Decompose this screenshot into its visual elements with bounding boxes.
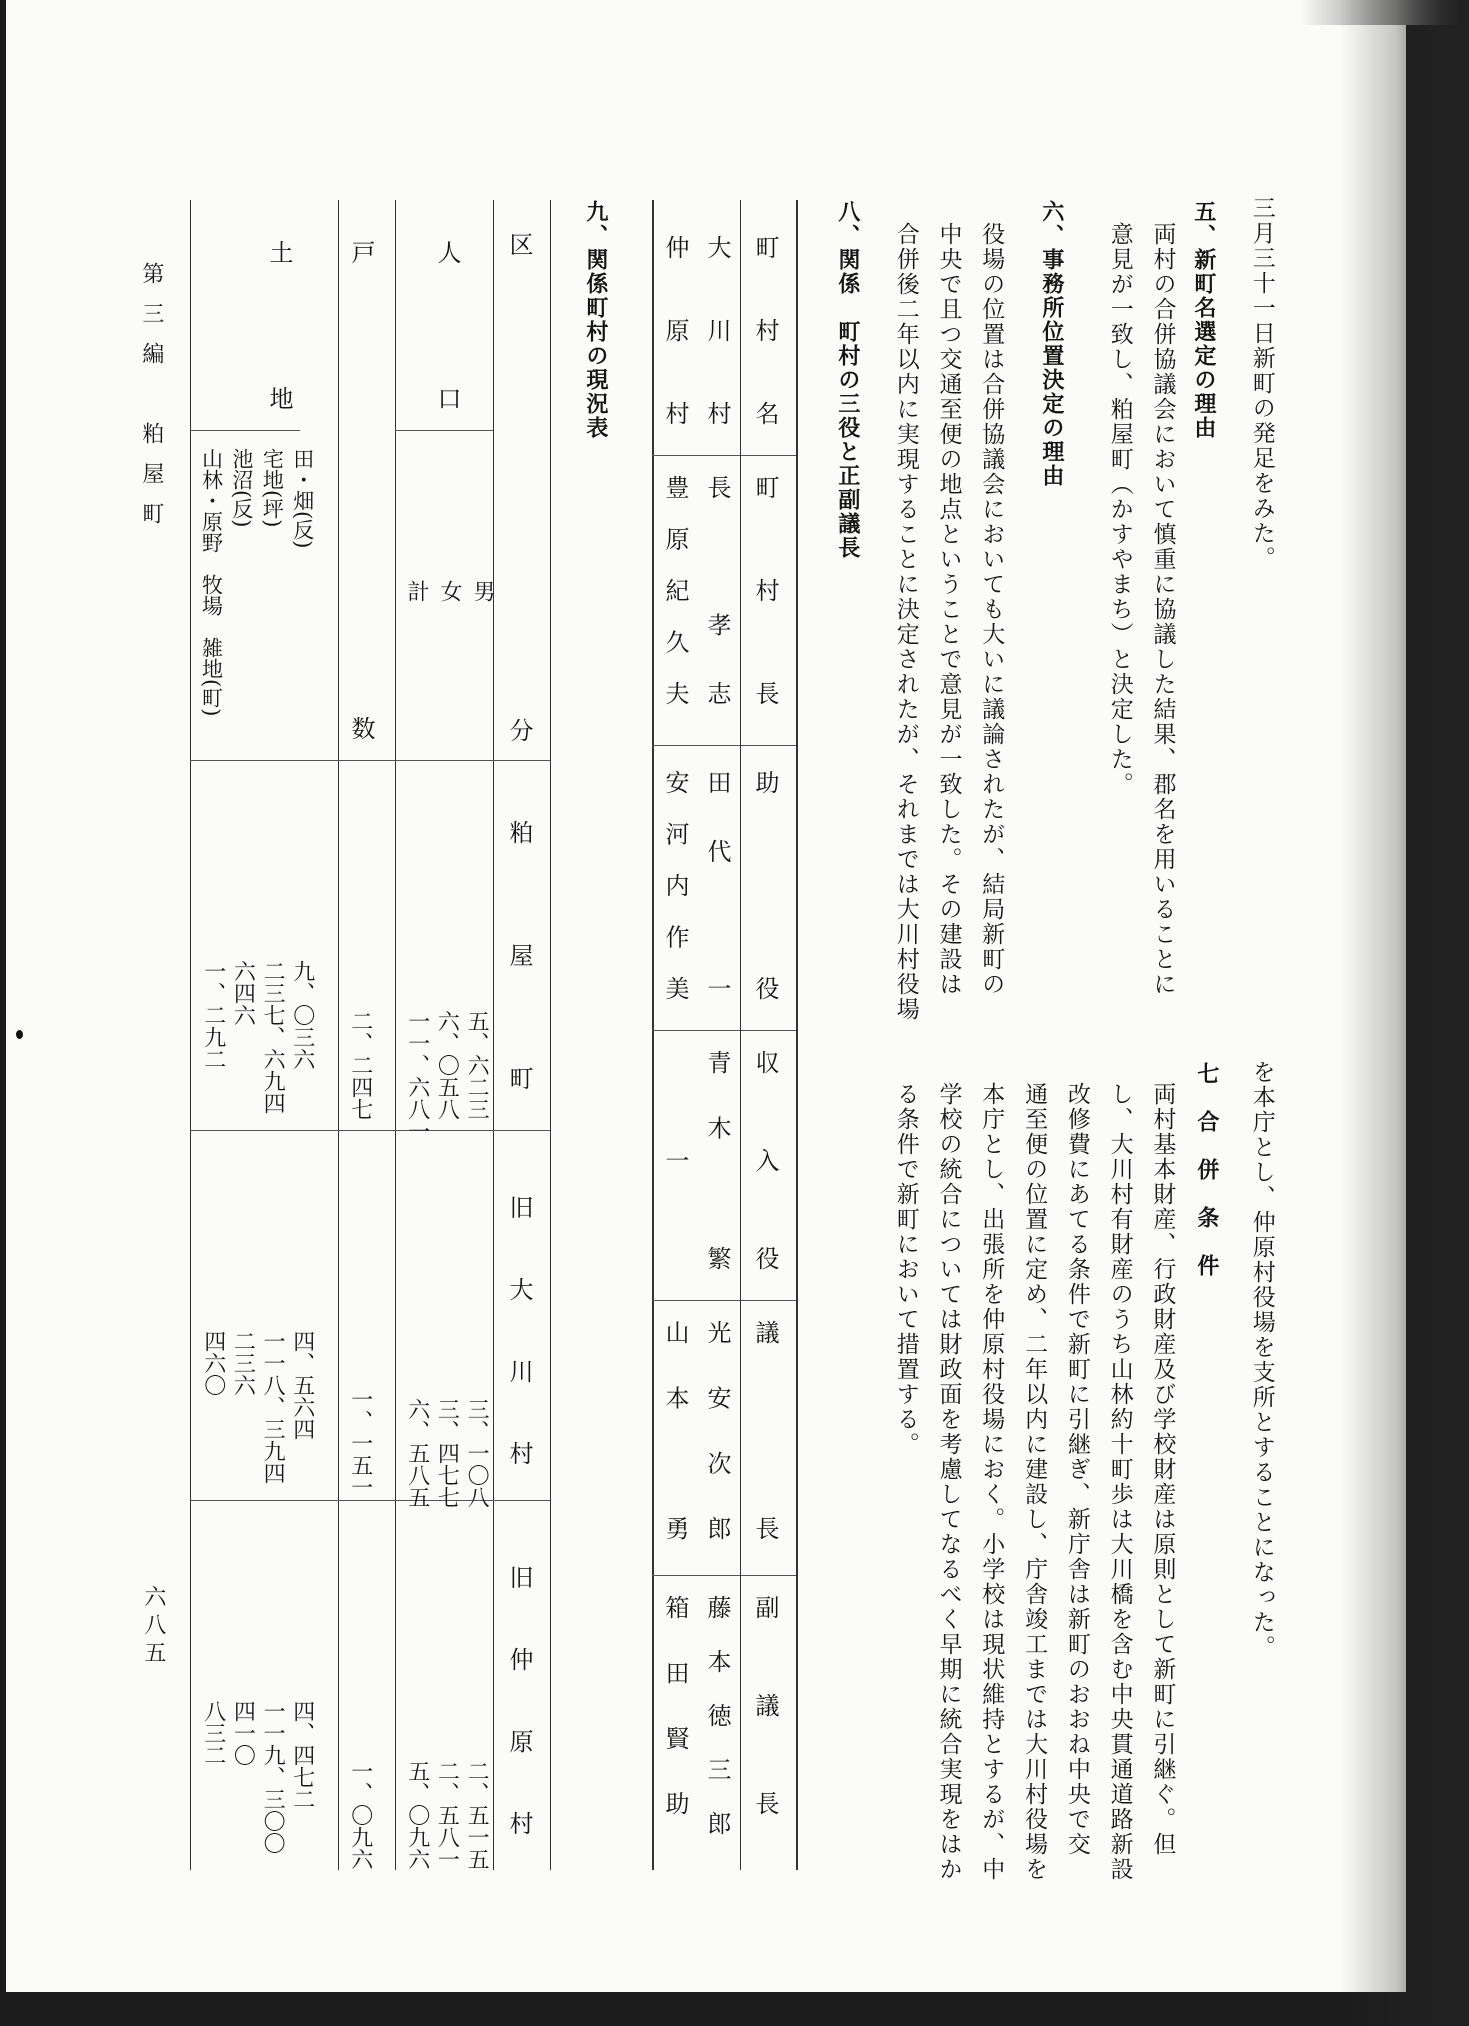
households-okawa: 一、一五一 — [347, 1388, 373, 1498]
land-row-labels: 田・畑(反) 宅地(坪) 池沼(反) 山林・原野 牧場 雑地(町) — [199, 448, 315, 717]
population-kasuya: 五、六二三 六、〇五八 一一、六八一 — [404, 1010, 490, 1142]
header-deputy: 助役 — [751, 770, 779, 1000]
population-row-labels: 男 女 計 — [404, 580, 495, 604]
row2-mayor: 豊原紀久夫 — [661, 475, 689, 705]
row2-village: 仲原村 — [661, 235, 689, 425]
population-nakabaru: 二、五一五 二、五八一 五、〇九六 — [404, 1760, 490, 1870]
row1-vice-chair: 藤本徳三郎 — [703, 1595, 731, 1835]
section5-heading: 五、新町名選定の理由 — [1190, 200, 1216, 440]
section6-body: 役場の位置は合併協議会においても大いに議論されたが、結局新町の 中央で且つ交通至便の地点ということで意見が一致した。その建設は 合併後二年以内に実現することに決定されたが、それまでは大川村役場 — [892, 222, 1005, 1022]
population-label: 人口 — [433, 240, 461, 410]
section8-heading: 八、関係 町村の三役と正副議長 — [834, 200, 860, 560]
header-mayor: 町村長 — [751, 475, 779, 705]
row2-vice-chair: 箱田賢助 — [661, 1595, 689, 1815]
running-header: 第三編 粕屋町 — [138, 262, 164, 542]
section7-heading: 七 合 併 条 件 — [1193, 1062, 1219, 1278]
section7-continuation: を本庁とし、仲原村役場を支所とすることになった。 — [1248, 1060, 1275, 1660]
row1-mayor: 長 孝志 — [703, 475, 731, 705]
row2-chair: 山本 勇 — [661, 1320, 689, 1540]
binding-mark — [16, 1030, 23, 1039]
households-label: 戸数 — [347, 240, 375, 740]
land-okawa: 四、五六四 一一八、三九四 二三六 四六〇 — [200, 1330, 315, 1484]
population-okawa: 三、一〇八 三、四七七 六、五八五 — [404, 1398, 490, 1508]
intro-line: 三月三十一日新町の発足をみた。 — [1248, 196, 1275, 571]
header-village: 町村名 — [751, 235, 779, 425]
land-kasuya: 九、〇三六 二三七、六九四 六四六 一、二九二 — [200, 960, 315, 1114]
book-gutter-shadow — [1340, 0, 1469, 2026]
header-chair: 議長 — [751, 1320, 779, 1540]
row2-treasurer: 一 — [661, 1148, 689, 1172]
page-number: 六八五 — [140, 1585, 166, 1669]
land-nakabaru: 四、四七二 一一九、三〇〇 四一〇 八三二 — [200, 1700, 315, 1854]
header-nakabaru: 旧仲原村 — [505, 1565, 533, 1835]
header-category: 区分 — [505, 232, 533, 742]
households-kasuya: 二、二四七 — [347, 1010, 373, 1120]
section7-body: 両村基本財産、行政財産及び学校財産は原則として新町に引継ぐ。但 し、大川村有財産のうち山林約十町歩は大川橋を含む中央貫通道路新設 改修費にあてる条件で新町に引継ぎ、新庁舎は新町のおおね中央で交 通至便の位置に定め、二年以内に建設し、庁舎竣工までは大川村役場を 本庁とし、出張所を仲原村役場におく。小学校は現状維持とするが、中 学校の統合については財政面を考慮してなるべく早期に統合実現をはか る条件で新町において措置する。 — [892, 1082, 1176, 1882]
households-nakabaru: 一、〇九六 — [347, 1760, 373, 1870]
row1-chair: 光安次郎 — [703, 1320, 731, 1540]
section6-heading: 六、事務所位置決定の理由 — [1038, 200, 1064, 488]
row1-village: 大川村 — [703, 235, 731, 425]
row2-deputy: 安河内作美 — [661, 770, 689, 1000]
row1-deputy: 田代 一 — [703, 770, 731, 1000]
row1-treasurer: 青木 繁 — [703, 1050, 731, 1270]
section9-heading: 九、関係町村の現況表 — [582, 200, 608, 440]
header-treasurer: 収入役 — [751, 1050, 779, 1270]
header-kasuya: 粕屋町 — [505, 820, 533, 1090]
header-okawa: 旧大川村 — [505, 1195, 533, 1465]
land-label: 土地 — [265, 240, 293, 410]
section5-body: 両村の合併協議会において慎重に協議した結果、郡名を用いることに 意見が一致し、粕屋町（かすやまち）と決定した。 — [1106, 222, 1176, 997]
header-vice-chair: 副議長 — [751, 1595, 779, 1815]
